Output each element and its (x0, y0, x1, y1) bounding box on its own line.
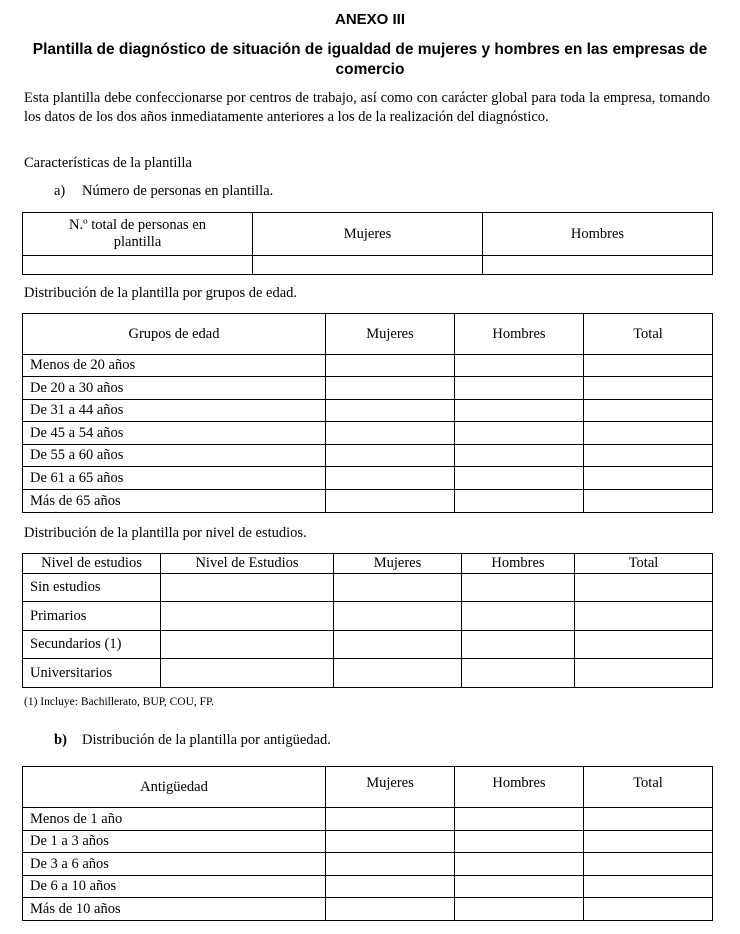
cell-men[interactable] (462, 659, 575, 688)
row-label: De 31 a 44 años (23, 400, 326, 422)
cell-men[interactable] (455, 445, 584, 467)
cell-total[interactable] (584, 490, 713, 513)
cell-women[interactable] (326, 445, 455, 467)
cell-total[interactable] (584, 400, 713, 422)
cell-total[interactable] (584, 445, 713, 467)
section-a-title: Número de personas en plantilla. (82, 183, 274, 199)
header-men: Hombres (455, 767, 584, 808)
cell-men[interactable] (455, 422, 584, 445)
cell-total[interactable] (575, 659, 713, 688)
cell-study-level[interactable] (161, 574, 334, 602)
header-women: Mujeres (253, 213, 483, 256)
cell-women[interactable] (326, 853, 455, 876)
row-label: De 6 a 10 años (23, 876, 326, 898)
cell-women[interactable] (326, 400, 455, 422)
cell-women[interactable] (326, 808, 455, 831)
cell-men[interactable] (455, 377, 584, 400)
section-b-marker: b) (54, 732, 67, 748)
cell-study-level[interactable] (161, 659, 334, 688)
row-label: Más de 10 años (23, 898, 326, 921)
cell-women[interactable] (253, 256, 483, 275)
cell-study-level[interactable] (161, 602, 334, 631)
cell-total[interactable] (584, 377, 713, 400)
header-study-level: Nivel de estudios (23, 554, 161, 574)
document-title: Plantilla de diagnóstico de situación de igualdad de mujeres y hombres en las empresas de comercio (32, 41, 708, 78)
table-row (23, 631, 713, 659)
row-label: De 55 a 60 años (23, 445, 326, 467)
cell-men[interactable] (462, 602, 575, 631)
table-row (23, 898, 713, 921)
row-label: Menos de 1 año (23, 808, 326, 831)
row-label: Primarios (23, 602, 161, 631)
cell-total[interactable] (584, 876, 713, 898)
header-total: Total (584, 314, 713, 355)
cell-women[interactable] (326, 422, 455, 445)
header-women: Mujeres (326, 314, 455, 355)
row-label: Más de 65 años (23, 490, 326, 513)
table-row (23, 377, 713, 400)
cell-women[interactable] (334, 659, 462, 688)
cell-total[interactable] (584, 467, 713, 490)
cell-men[interactable] (455, 853, 584, 876)
cell-men[interactable] (483, 256, 713, 275)
table-row (23, 659, 713, 688)
footnote: (1) Incluye: Bachillerato, BUP, COU, FP. (24, 696, 215, 708)
header-total: Total (575, 554, 713, 574)
cell-men[interactable] (455, 400, 584, 422)
header-seniority: Antigüedad (23, 767, 326, 808)
cell-women[interactable] (334, 631, 462, 659)
cell-men[interactable] (455, 355, 584, 377)
table-row (23, 574, 713, 602)
cell-total[interactable] (584, 898, 713, 921)
table-row (23, 422, 713, 445)
row-label: Sin estudios (23, 574, 161, 602)
row-label: De 61 a 65 años (23, 467, 326, 490)
section-a-marker: a) (54, 183, 66, 199)
cell-women[interactable] (326, 490, 455, 513)
row-label: Universitarios (23, 659, 161, 688)
row-label: De 45 a 54 años (23, 422, 326, 445)
total-staff-table (22, 212, 713, 275)
table-row (23, 467, 713, 490)
cell-total[interactable] (575, 602, 713, 631)
section-heading: Características de la plantilla (24, 155, 192, 171)
cell-men[interactable] (455, 808, 584, 831)
age-heading: Distribución de la plantilla por grupos de edad. (24, 285, 298, 301)
header-men: Hombres (455, 314, 584, 355)
cell-total-staff[interactable] (23, 256, 253, 275)
cell-men[interactable] (455, 876, 584, 898)
cell-women[interactable] (326, 377, 455, 400)
table-row (23, 445, 713, 467)
cell-women[interactable] (326, 831, 455, 853)
cell-total[interactable] (584, 808, 713, 831)
table-row (23, 808, 713, 831)
cell-men[interactable] (455, 490, 584, 513)
cell-total[interactable] (575, 631, 713, 659)
header-men: Hombres (483, 213, 713, 256)
cell-total[interactable] (584, 853, 713, 876)
row-label: Menos de 20 años (23, 355, 326, 377)
cell-men[interactable] (455, 898, 584, 921)
cell-study-level[interactable] (161, 631, 334, 659)
header-age-groups: Grupos de edad (23, 314, 326, 355)
intro-paragraph: Esta plantilla debe confeccionarse por centros de trabajo, así como con carácter global para toda la empresa, tomando los datos de los dos años inmediatamente anteriores a los de la realización del diagnóstico. (24, 90, 710, 125)
cell-women[interactable] (334, 602, 462, 631)
cell-women[interactable] (326, 355, 455, 377)
row-label: De 3 a 6 años (23, 853, 326, 876)
header-women: Mujeres (334, 554, 462, 574)
table-row (23, 355, 713, 377)
studies-table (22, 553, 713, 688)
table-row (23, 876, 713, 898)
header-men: Hombres (462, 554, 575, 574)
header-total: Total (584, 767, 713, 808)
age-groups-table (22, 313, 713, 513)
table-row (23, 602, 713, 631)
cell-men[interactable] (455, 831, 584, 853)
table-row (23, 490, 713, 513)
cell-women[interactable] (326, 467, 455, 490)
cell-men[interactable] (462, 574, 575, 602)
header-total-staff: N.º total de personas en plantilla (23, 213, 253, 256)
cell-women[interactable] (326, 876, 455, 898)
cell-men[interactable] (455, 467, 584, 490)
seniority-table (22, 766, 713, 921)
cell-total[interactable] (584, 831, 713, 853)
cell-total[interactable] (575, 574, 713, 602)
cell-men[interactable] (462, 631, 575, 659)
cell-women[interactable] (334, 574, 462, 602)
header-study-level-2: Nivel de Estudios (161, 554, 334, 574)
table-row (23, 853, 713, 876)
row-label: De 1 a 3 años (23, 831, 326, 853)
section-b-title: Distribución de la plantilla por antigüedad. (82, 732, 331, 748)
table-row (23, 400, 713, 422)
annex-title: ANEXO III (334, 11, 405, 28)
header-women: Mujeres (326, 767, 455, 808)
row-label: Secundarios (1) (23, 631, 161, 659)
cell-total[interactable] (584, 355, 713, 377)
studies-heading: Distribución de la plantilla por nivel de estudios. (24, 525, 307, 541)
cell-women[interactable] (326, 898, 455, 921)
table-row (23, 831, 713, 853)
cell-total[interactable] (584, 422, 713, 445)
row-label: De 20 a 30 años (23, 377, 326, 400)
